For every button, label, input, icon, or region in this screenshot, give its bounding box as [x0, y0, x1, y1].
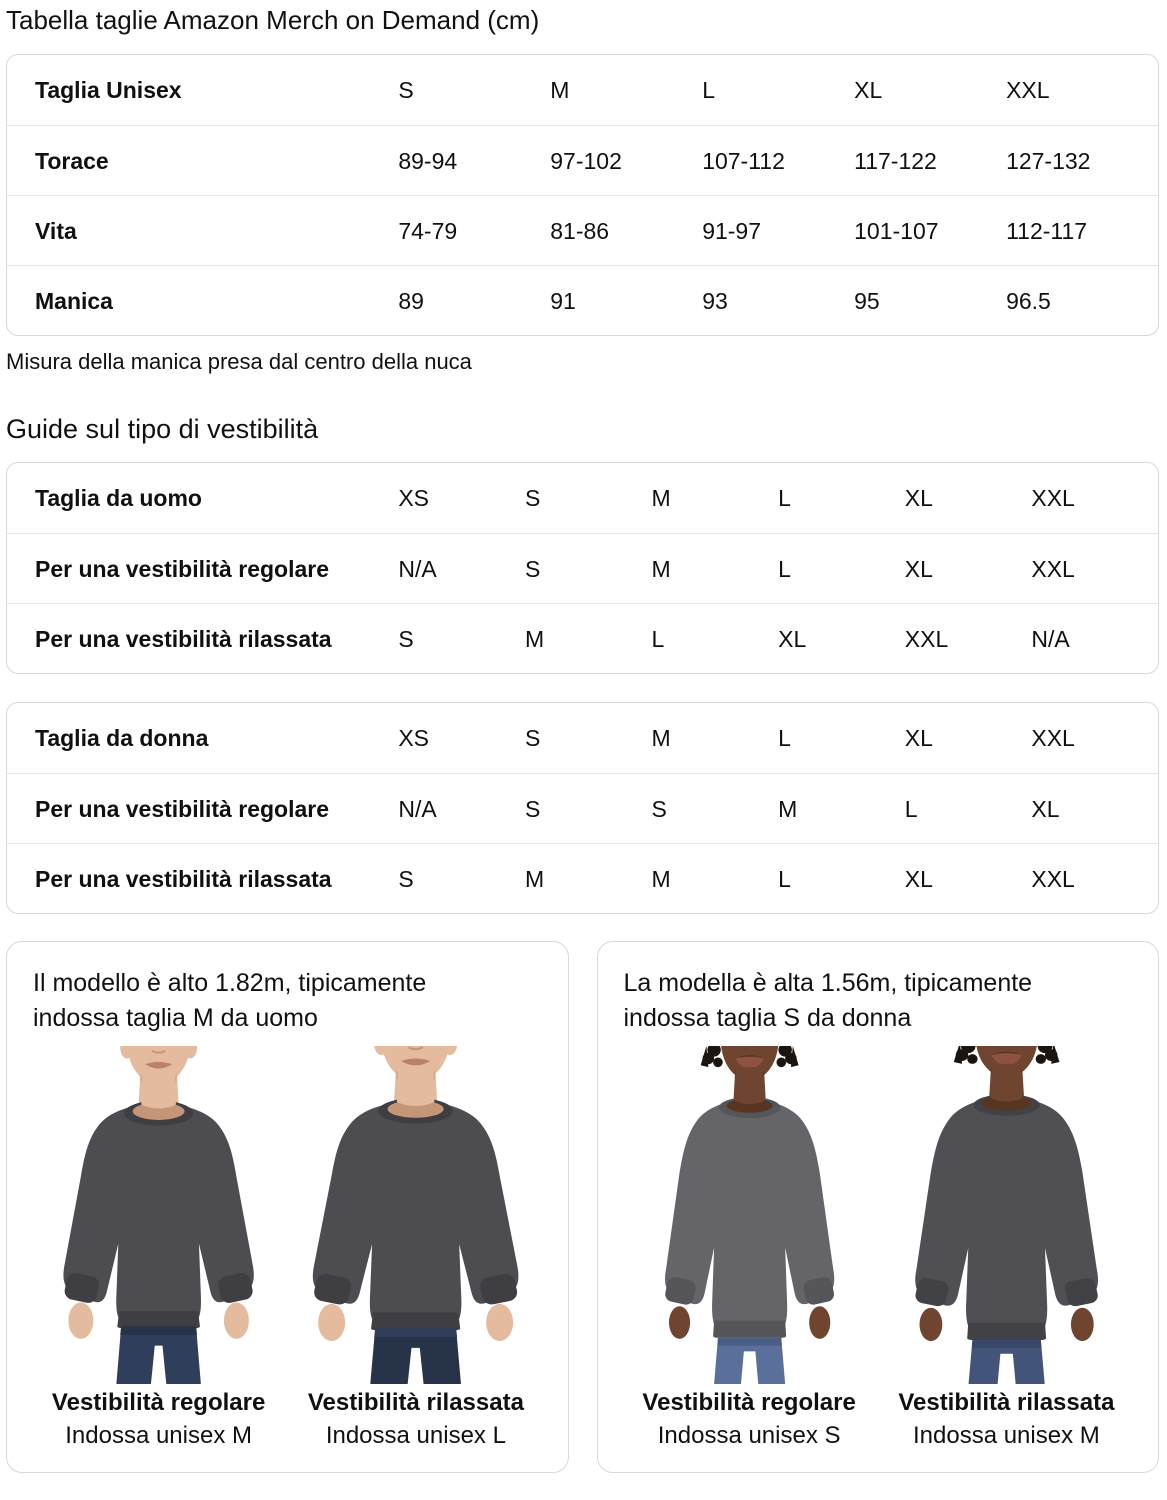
fit-type-label: Vestibilità regolare: [642, 1389, 856, 1416]
size-col-header: L: [778, 485, 791, 511]
figure-caption: [33, 1388, 284, 1452]
model-description: La modella è alta 1.56m, tipicamente indossa taglia S da donna: [623, 969, 1033, 1032]
size-cell: N/A: [398, 555, 437, 582]
measure-cell: 93: [702, 287, 728, 314]
size-cell: XL: [904, 865, 933, 892]
size-col-header: XS: [398, 485, 430, 511]
table-row: [7, 125, 1158, 195]
model-figure-regular: [624, 1046, 875, 1452]
measure-cell: 91-97: [702, 217, 762, 244]
size-cell: N/A: [1031, 625, 1070, 652]
table-row: [7, 265, 1158, 335]
size-col-header: XXL: [1031, 725, 1075, 751]
size-cell: L: [778, 865, 791, 892]
model-figure-relaxed: [290, 1046, 541, 1452]
unisex-size-table: [6, 54, 1159, 336]
worn-size-label: Indossa unisex M: [65, 1422, 252, 1449]
measure-cell: 96.5: [1006, 287, 1051, 314]
size-col-header: S: [524, 485, 541, 511]
size-cell: N/A: [398, 795, 437, 822]
size-col-header: S: [398, 77, 414, 103]
male-model-regular-photo: [33, 1046, 284, 1384]
figure-caption: [881, 1388, 1132, 1452]
size-cell: M: [524, 625, 545, 652]
row-label: Per una vestibilità regolare: [35, 795, 330, 822]
size-cell: S: [524, 795, 541, 822]
row-label: Torace: [35, 147, 109, 174]
measure-cell: 95: [854, 287, 880, 314]
page-title: Tabella taglie Amazon Merch on Demand (cm): [6, 5, 540, 35]
male-model-card: [6, 941, 569, 1473]
table-header-row: [7, 703, 1158, 773]
worn-size-label: Indossa unisex L: [325, 1422, 506, 1449]
model-description: Il modello è alto 1.82m, tipicamente indossa taglia M da uomo: [33, 969, 427, 1032]
size-cell: S: [398, 865, 414, 892]
female-model-card: [597, 941, 1160, 1473]
model-cards-row: [6, 941, 1159, 1473]
measure-cell: 107-112: [702, 147, 785, 174]
measure-cell: 112-117: [1006, 217, 1088, 244]
measure-cell: 117-122: [854, 147, 937, 174]
size-cell: XL: [1031, 795, 1060, 822]
women-fit-table: [6, 702, 1159, 914]
figure-caption: [624, 1388, 875, 1452]
measure-cell: 89: [398, 287, 424, 314]
size-cell: M: [651, 555, 671, 582]
men-fit-table: [6, 462, 1159, 674]
size-cell: M: [524, 865, 545, 892]
female-model-regular-photo: [624, 1046, 875, 1384]
female-model-relaxed-photo: [881, 1046, 1132, 1384]
fit-type-label: Vestibilità regolare: [51, 1389, 266, 1416]
size-col-header: XXL: [1006, 77, 1050, 103]
model-figure-relaxed: [881, 1046, 1132, 1452]
size-col-header: XS: [398, 725, 430, 751]
measure-cell: 91: [550, 287, 576, 314]
fit-guide-heading: Guide sul tipo di vestibilità: [6, 414, 319, 444]
model-figures: [33, 1046, 542, 1452]
worn-size-label: Indossa unisex M: [912, 1422, 1100, 1449]
table-header-row: [7, 55, 1158, 125]
size-col-header: XXL: [1031, 485, 1075, 511]
fit-type-label: Vestibilità rilassata: [898, 1389, 1115, 1416]
table-row: [7, 195, 1158, 265]
fit-type-label: Vestibilità rilassata: [307, 1389, 524, 1416]
table-header-row: [7, 463, 1158, 533]
table-row: [7, 603, 1158, 673]
size-col-header: XL: [854, 77, 883, 103]
size-cell: XXL: [904, 625, 949, 652]
size-cell: XXL: [1031, 865, 1075, 892]
size-cell: L: [651, 625, 665, 652]
size-cell: S: [524, 555, 541, 582]
size-col-header: L: [778, 725, 791, 751]
row-label: Vita: [35, 217, 77, 244]
size-col-header: M: [651, 725, 671, 751]
male-model-relaxed-photo: [290, 1046, 541, 1384]
measure-cell: 101-107: [854, 217, 939, 244]
size-col-header: XL: [904, 725, 933, 751]
row-label: Per una vestibilità rilassata: [35, 865, 332, 892]
table-title: Taglia da uomo: [35, 485, 202, 511]
size-cell: S: [398, 625, 414, 652]
row-label: Per una vestibilità regolare: [35, 555, 330, 582]
table-row: [7, 773, 1158, 843]
row-label: Manica: [35, 287, 113, 314]
size-col-header: M: [550, 77, 570, 103]
measure-cell: 74-79: [398, 217, 458, 244]
row-label: Per una vestibilità rilassata: [35, 625, 332, 652]
size-cell: XL: [904, 555, 933, 582]
size-cell: L: [904, 795, 918, 822]
size-cell: S: [651, 795, 667, 822]
measure-cell: 89-94: [398, 147, 458, 174]
size-cell: XL: [778, 625, 807, 652]
size-col-header: S: [524, 725, 541, 751]
size-cell: XXL: [1031, 555, 1075, 582]
size-col-header: M: [651, 485, 671, 511]
worn-size-label: Indossa unisex S: [657, 1422, 841, 1449]
table-row: [7, 533, 1158, 603]
table-title: Taglia da donna: [35, 725, 209, 751]
measure-cell: 97-102: [550, 147, 622, 174]
model-figure-regular: [33, 1046, 284, 1452]
sleeve-measure-note: Misura della manica presa dal centro della nuca: [6, 349, 472, 374]
measure-cell: 127-132: [1006, 147, 1091, 174]
size-cell: M: [651, 865, 671, 892]
size-col-header: XL: [904, 485, 933, 511]
model-figures: [624, 1046, 1133, 1452]
table-title: Taglia Unisex: [35, 77, 182, 103]
size-cell: M: [778, 795, 798, 822]
size-col-header: L: [702, 77, 715, 103]
size-chart-page: [6, 4, 1159, 1473]
size-cell: L: [778, 555, 791, 582]
table-row: [7, 843, 1158, 913]
measure-cell: 81-86: [550, 217, 610, 244]
figure-caption: [290, 1388, 541, 1452]
